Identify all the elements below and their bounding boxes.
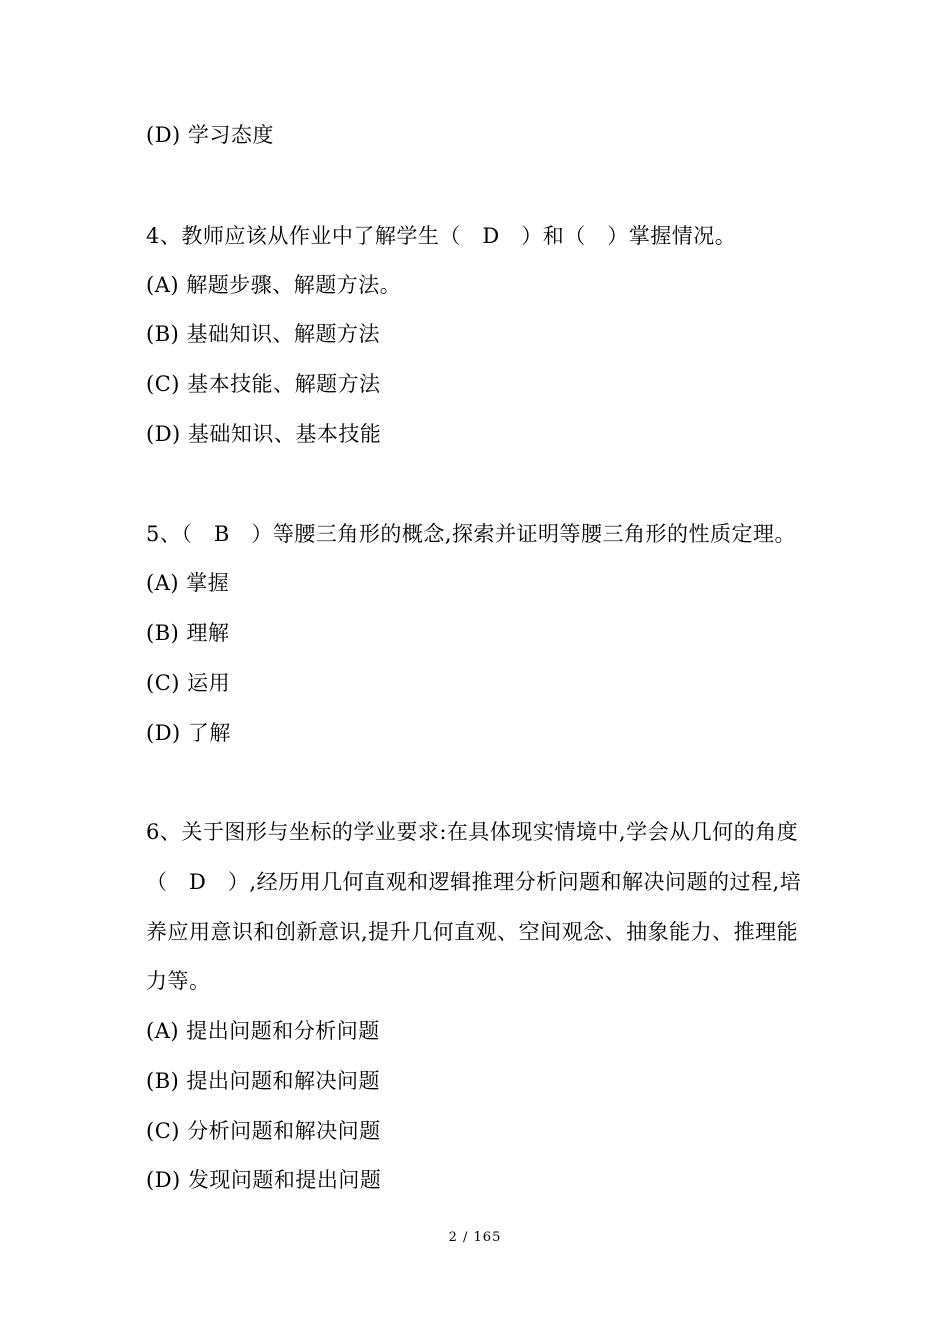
q5-option-d: (D) 了解 [146,721,231,745]
q4-option-c: (C) 基本技能、解题方法 [146,372,381,396]
q3-option-d: (D) 学习态度 [146,123,274,147]
q6-option-c: (C) 分析问题和解决问题 [146,1119,381,1143]
q6-option-b: (B) 提出问题和解决问题 [146,1069,380,1093]
q4-option-b: (B) 基础知识、解题方法 [146,322,380,346]
q6-stem-line-2: （ D ）,经历用几何直观和逻辑推理分析问题和解决问题的过程,培 [146,870,802,894]
q6-stem-line-1: 6、关于图形与坐标的学业要求:在具体现实情境中,学会从几何的角度 [146,820,799,844]
q6-stem-line-4: 力等。 [146,969,211,993]
q5-option-a: (A) 掌握 [146,571,230,595]
q4-stem: 4、教师应该从作业中了解学生（ D ）和（ ）掌握情况。 [146,224,737,248]
q4-option-a: (A) 解题步骤、解题方法。 [146,273,402,297]
q5-stem: 5、（ B ）等腰三角形的概念,探索并证明等腰三角形的性质定理。 [146,522,797,546]
q6-stem-line-3: 养应用意识和创新意识,提升几何直观、空间观念、抽象能力、推理能 [146,920,799,944]
q5-option-c: (C) 运用 [146,671,231,695]
page-number: 2 / 165 [448,1230,502,1245]
q5-option-b: (B) 理解 [146,621,230,645]
q6-option-a: (A) 提出问题和分析问题 [146,1019,380,1043]
q4-option-d: (D) 基础知识、基本技能 [146,422,382,446]
q6-option-d: (D) 发现问题和提出问题 [146,1168,382,1192]
